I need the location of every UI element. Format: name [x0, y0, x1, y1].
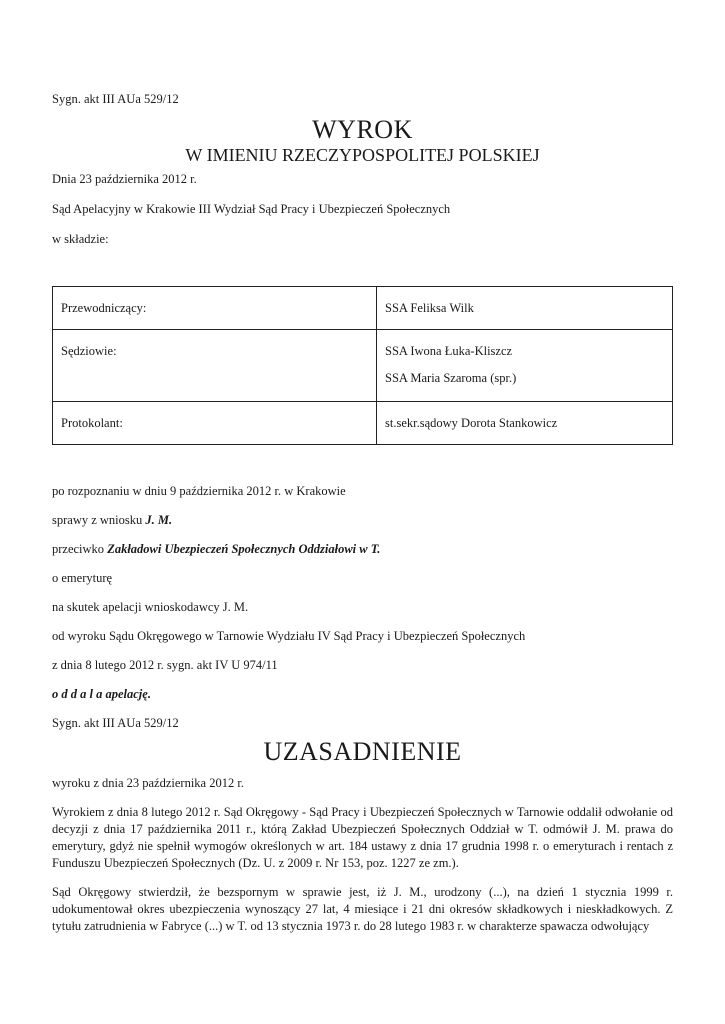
judgment-date-line: z dnia 8 lutego 2012 r. sygn. akt IV U 974/11 [52, 658, 278, 672]
composition-label: w składzie: [52, 232, 109, 246]
document-title: WYROK [312, 115, 413, 144]
against-prefix: przeciwko [52, 542, 108, 556]
paragraph-2: Sąd Okręgowy stwierdził, że bezspornym w sprawie jest, iż J. M., urodzony (...), na dzień 1 stycznia 1999 r. udokumentował okres ubezpieczenia wynoszący 27 lat, 4 miesiące i 21 dni okresów składkowych i nieskładkowych. Z tytułu zatrudnienia w Fabryce (...) w T. od 13 stycznia 1973 r. do 28 lutego 1983 r. w charakterze spawacza odwołujący [52, 885, 673, 933]
table-row [53, 402, 673, 445]
judges-label: Sędziowie: [53, 330, 377, 402]
court-name: Sąd Apelacyjny w Krakowie III Wydział Sąd Pracy i Ubezpieczeń Społecznych [52, 202, 451, 216]
against-line [52, 542, 380, 557]
applicant-name: J. M. [145, 513, 173, 527]
justification-title: UZASADNIENIE [263, 737, 462, 766]
justification-of-judgment: wyroku z dnia 23 października 2012 r. [52, 776, 244, 790]
ruling-line: o d d a l a apelację. [52, 687, 151, 701]
table-row [53, 330, 673, 402]
judge-2: SSA Maria Szaroma (spr.) [385, 371, 517, 385]
judgment-of-line: od wyroku Sądu Okręgowego w Tarnowie Wydziału IV Sąd Pracy i Ubezpieczeń Społecznych [52, 629, 526, 643]
case-prefix: sprawy z wniosku [52, 513, 146, 527]
signature-reference: Sygn. akt III AUa 529/12 [52, 92, 179, 106]
clerk-label: Protokolant: [53, 402, 377, 445]
defendant-name: Zakładowi Ubezpieczeń Społecznych Oddziałowi w T. [107, 542, 381, 556]
paragraph-1: Wyrokiem z dnia 8 lutego 2012 r. Sąd Okręgowy - Sąd Pracy i Ubezpieczeń Społecznych w Tarnowie oddalił odwołanie od decyzji z dnia 17 października 2011 r., którą Zakład Ubezpieczeń Społecznych Oddział w T. odmówił J. M. prawa do emerytury, gdyż nie spełnił wymogów określonych w art. 184 ustawy z dnia 17 grudnia 1998 r. o emeryturach i rentach z Funduszu Ubezpieczeń Społecznych (Dz. U. z 2009 r. Nr 153, poz. 1227 ze zm.). [52, 805, 673, 870]
chair-value: SSA Feliksa Wilk [377, 287, 673, 330]
subject-line: o emeryturę [52, 571, 113, 585]
judgment-date: Dnia 23 października 2012 r. [52, 172, 197, 186]
document-subtitle: W IMIENIU RZECZYPOSPOLITEJ POLSKIEJ [185, 145, 540, 165]
judge-1: SSA Iwona Łuka-Kliszcz [385, 344, 513, 358]
case-line [52, 513, 172, 528]
judges-cell [377, 330, 673, 402]
appeal-line: na skutek apelacji wnioskodawcy J. M. [52, 600, 249, 614]
hearing-line: po rozpoznaniu w dniu 9 października 2012 r. w Krakowie [52, 484, 346, 498]
table-row [53, 287, 673, 330]
chair-label: Przewodniczący: [53, 287, 377, 330]
court-panel-table [52, 286, 673, 445]
justification-signature: Sygn. akt III AUa 529/12 [52, 716, 179, 730]
clerk-value: st.sekr.sądowy Dorota Stankowicz [377, 402, 673, 445]
